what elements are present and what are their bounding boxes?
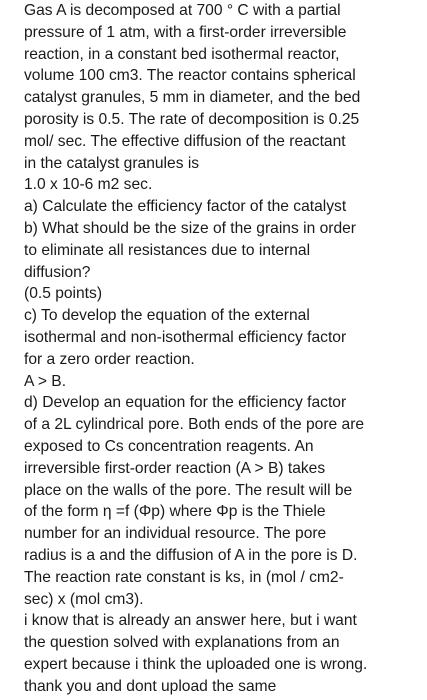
part-d-line-7: number for an individual resource. The pore (24, 525, 327, 543)
part-c-line-4: A > B. (24, 372, 67, 390)
text-line-7: mol/ sec. The effective diffusion of the reactant (24, 132, 346, 150)
part-b-line-3: diffusion? (24, 263, 91, 281)
part-d-line-5: place on the walls of the pore. The result will be (24, 481, 353, 499)
note-line-4: thank you and dont upload the same (24, 677, 277, 695)
points-line: (0.5 points) (24, 285, 103, 303)
text-line-5: catalyst granules, 5 mm in diameter, and the bed (24, 89, 361, 107)
note-line-1: i know that is already an answer here, but i want (24, 612, 357, 630)
part-d-line-4: irreversible first-order reaction (A > B) takes (24, 459, 326, 477)
part-d-line-1: d) Develop an equation for the efficiency factor (24, 394, 347, 412)
part-b-line-2: to eliminate all resistances due to internal (24, 241, 311, 259)
part-d-line-3: exposed to Cs concentration reagents. An (24, 437, 314, 455)
part-c-line-2: isothermal and non-isothermal efficiency factor (24, 328, 347, 346)
part-d-line-10: sec) x (mol cm3). (24, 590, 144, 608)
text-line-2: pressure of 1 atm, with a first-order irreversible (24, 23, 347, 41)
part-d-line-9: The reaction rate constant is ks, in (mol / cm2- (24, 568, 344, 586)
part-d-line-8: radius is a and the diffusion of A in the pore is D. (24, 546, 358, 564)
text-line-4: volume 100 cm3. The reactor contains spherical (24, 67, 356, 85)
text-line-8: in the catalyst granules is (24, 154, 200, 172)
part-b-line-1: b) What should be the size of the grains in order (24, 219, 356, 237)
part-c-line-3: for a zero order reaction. (24, 350, 195, 368)
text-line-3: reaction, in a constant bed isothermal reactor, (24, 45, 340, 63)
note-line-3: expert because i think the uploaded one is wrong. (24, 655, 368, 673)
part-d-line-6: of the form η =f (Φp) where Φp is the Thiele (24, 503, 326, 521)
text-line-1: Gas A is decomposed at 700 ° C with a partial (24, 2, 341, 19)
text-line-9: 1.0 x 10-6 m2 sec. (24, 176, 153, 194)
part-a-line: a) Calculate the efficiency factor of the catalyst (24, 198, 347, 216)
question-text (24, 0, 424, 698)
part-d-line-2: of a 2L cylindrical pore. Both ends of the pore are (24, 416, 365, 434)
part-c-line-1: c) To develop the equation of the external (24, 307, 310, 325)
note-line-2: the question solved with explanations from an (24, 634, 340, 652)
text-line-6: porosity is 0.5. The rate of decomposition is 0.25 (24, 110, 360, 128)
